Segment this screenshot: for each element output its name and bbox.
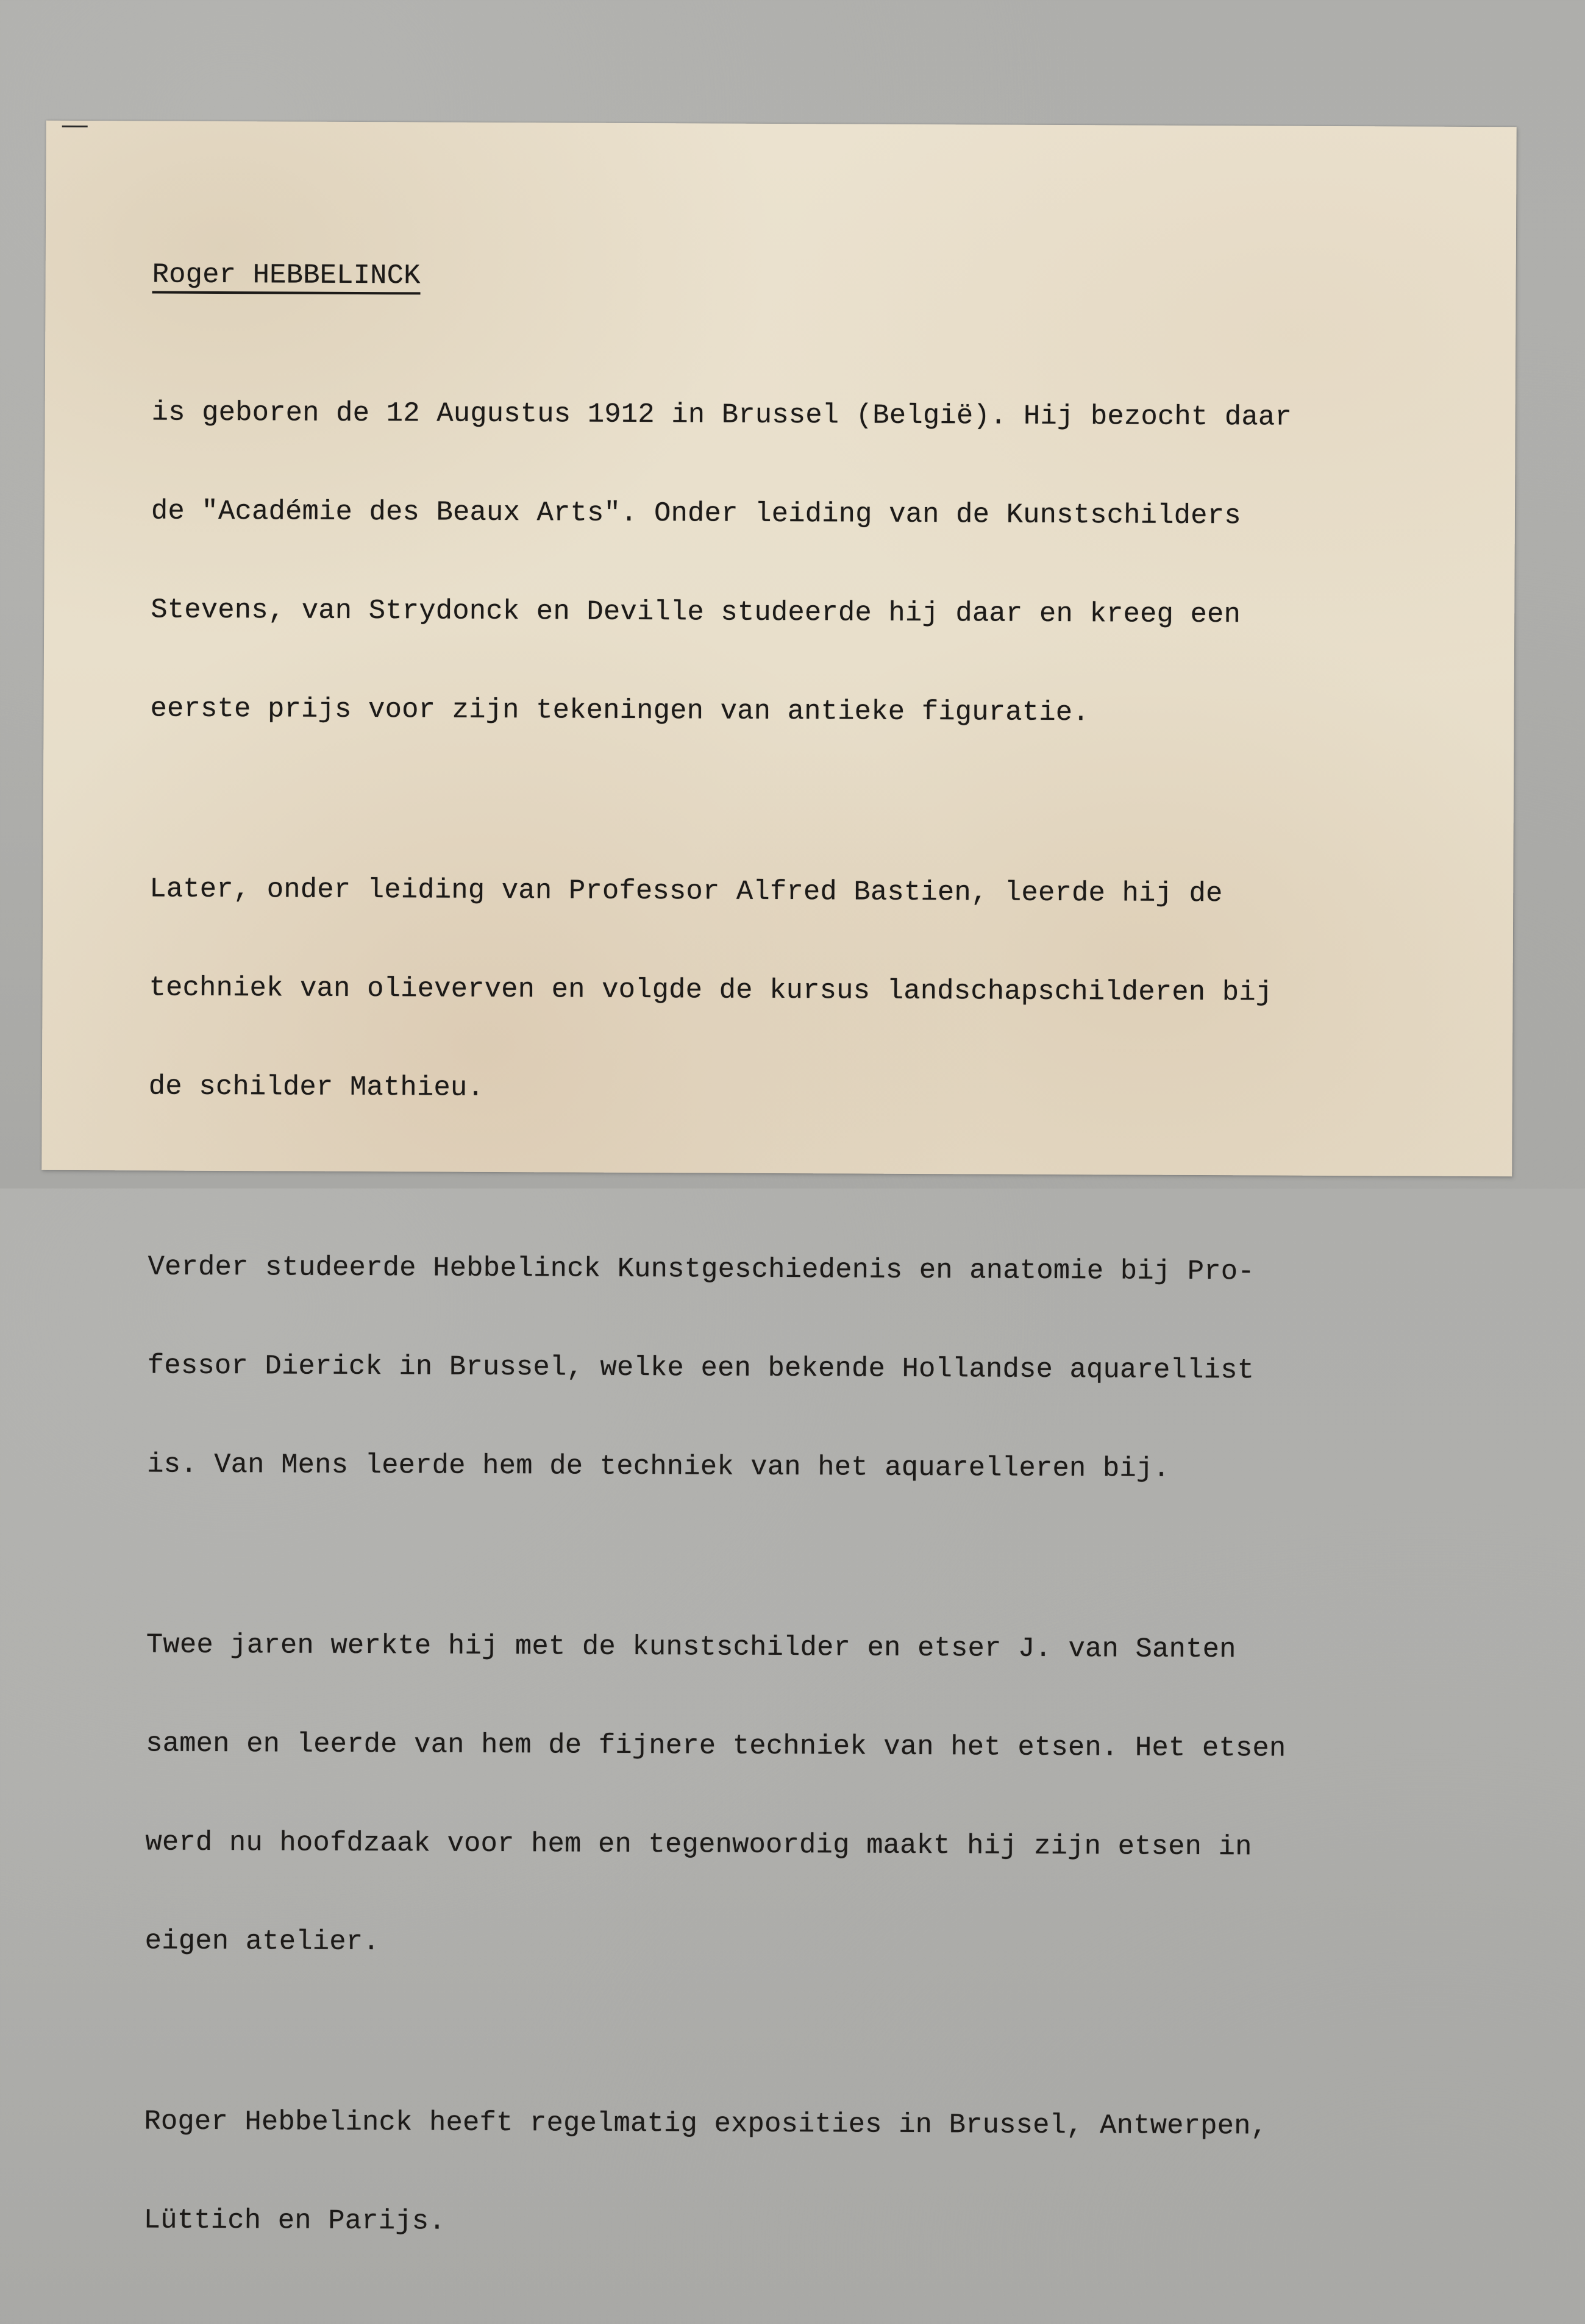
- text-line: Stevens, van Strydonck en Deville studeerde hij daar en kreeg een: [151, 594, 1241, 631]
- text-line: Verder studeerde Hebbelinck Kunstgeschiedenis en anatomie bij Pro-: [148, 1251, 1255, 1288]
- paragraph-exhibitions: [143, 2039, 1419, 2308]
- typed-text-block: [143, 258, 1427, 2324]
- text-line: eigen atelier.: [144, 1925, 380, 1958]
- text-line: is geboren de 12 Augustus 1912 in Brussel (België). Hij bezocht daar: [151, 396, 1292, 433]
- text-line: is. Van Mens leerde hem de techniek van het aquarelleren bij.: [147, 1448, 1170, 1485]
- text-line: Roger Hebbelinck heeft regelmatig exposities in Brussel, Antwerpen,: [144, 2105, 1268, 2142]
- text-line: de schilder Mathieu.: [148, 1070, 485, 1104]
- text-line: werd nu hoofdzaak voor hem en tegenwoordig maakt hij zijn etsen in: [145, 1826, 1252, 1863]
- pen-mark: [62, 126, 88, 127]
- text-line: techniek van olieverven en volgde de kursus landschapschilderen bij: [149, 972, 1273, 1009]
- text-line: fessor Dierick in Brussel, welke een bekende Hollandse aquarellist: [147, 1349, 1255, 1387]
- artist-name-heading: Roger HEBBELINCK: [152, 258, 421, 295]
- text-line: Lüttich en Parijs.: [143, 2204, 446, 2237]
- text-line: de "Académie des Beaux Arts". Onder leiding van de Kunstschilders: [151, 495, 1241, 532]
- paragraph-bastien: [148, 806, 1424, 1174]
- paragraph-etching: [144, 1562, 1420, 2028]
- text-line: Later, onder leiding van Professor Alfred Bastien, leerde hij de: [149, 873, 1223, 910]
- biography-card: [41, 121, 1516, 2237]
- text-line: Twee jaren werkte hij met de kunstschilder en etser J. van Santen: [146, 1629, 1236, 1666]
- text-line: eerste prijs voor zijn tekeningen van antieke figuratie.: [150, 692, 1089, 729]
- text-line: samen en leerde van hem de fijnere techniek van het etsen. Het etsen: [146, 1727, 1286, 1764]
- paragraph-art-history: [147, 1184, 1423, 1552]
- paragraph-birth-education: [150, 330, 1426, 797]
